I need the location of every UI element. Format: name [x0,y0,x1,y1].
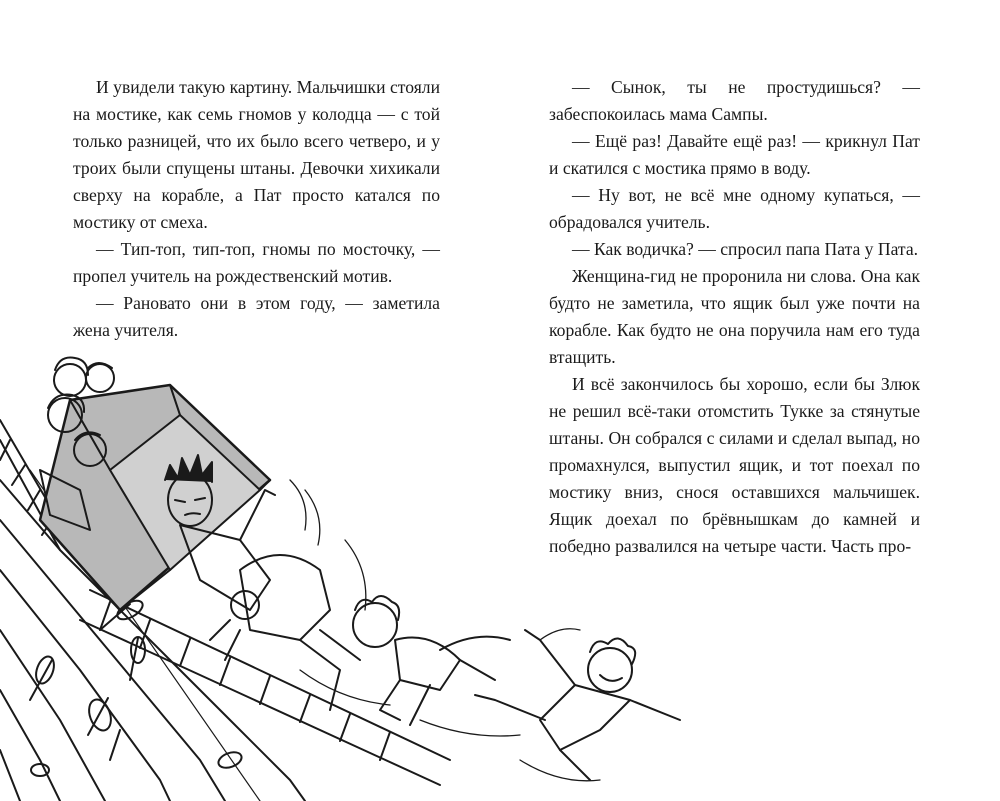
left-paragraph-2: — Тип-топ, тип-топ, гномы по мосточку, — пропел учитель на рождественский мотив. [73,239,440,286]
right-paragraph-5: Женщина-гид не проронила ни слова. Она как будто не заметила, что ящик был уже почти на корабле. Как будто не она поручила нам его туда втащить. [549,266,920,367]
illustration-kids-and-crate [0,340,700,801]
boy-falling [475,630,680,780]
boy-bending [210,555,360,710]
right-paragraph-4: — Как водичка? — спросил папа Пата у Пата. [572,239,919,259]
left-paragraph-3: — Рановато они в этом году, — заметила жена учителя. [73,293,440,340]
motion-lines [290,480,600,781]
left-page-text [73,74,440,344]
right-paragraph-6: И всё закончилось бы хорошо, если бы Злюк не решил всё-таки отомстить Тукке за стянутые штаны. Он собрался с силами и сделал выпад, но промахнулся, выпустил ящик, и тот поехал по мостику вниз, снося оставшихся мальчишек. Ящик доехал по брёвнышкам до камней и победно развалился на четыре части. Часть про- [549,374,920,556]
right-paragraph-2: — Ещё раз! Давайте ещё раз! — крикнул Пат и скатился с мостика прямо в воду. [549,131,920,178]
right-paragraph-1: — Сынок, ты не простудишься? — забеспокоилась мама Сампы. [549,77,920,124]
crate [40,385,270,610]
left-paragraph-1: И увидели такую картину. Мальчишки стояли на мостике, как семь гномов у колодца — с той только разницей, что их было всего четверо, и у троих были спущены штаны. Девочки хихикали сверху на корабле, а Пат просто катался по мостику от смеха. [73,77,440,232]
boy-sliding [353,596,510,725]
right-paragraph-3: — Ну вот, не всё мне одному купаться, — обрадовался учитель. [549,185,920,232]
